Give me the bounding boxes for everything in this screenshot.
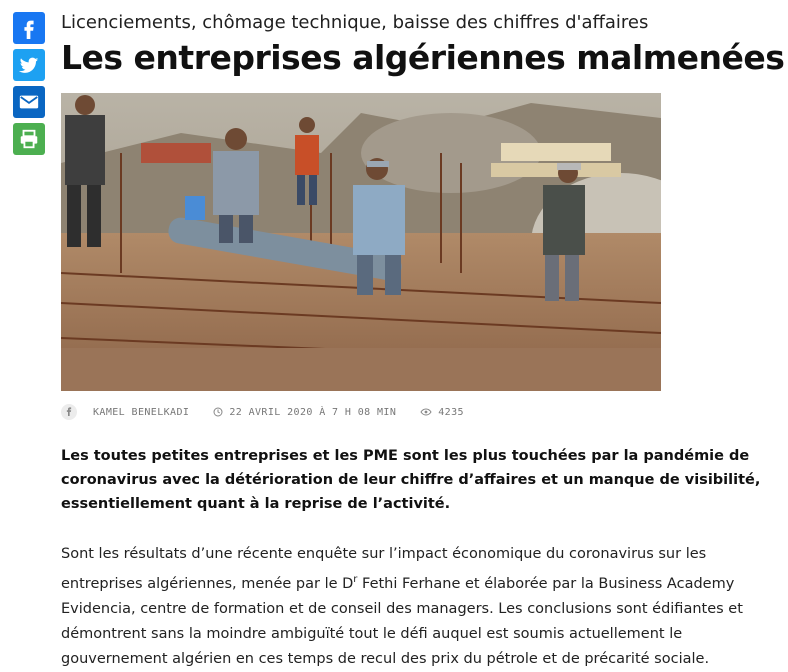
article-hero-image xyxy=(61,93,661,391)
print-button[interactable] xyxy=(13,123,45,155)
email-icon xyxy=(18,91,40,113)
view-count xyxy=(420,407,464,418)
title-abbreviation-superscript: r xyxy=(353,574,358,585)
eye-icon xyxy=(420,408,432,416)
share-email-button[interactable] xyxy=(13,86,45,118)
body-text-before: Sont les résultats d’une récente enquête sur l’impact économique du coronavirus sur les entreprises algériennes, menée par le D xyxy=(61,546,707,592)
print-icon xyxy=(18,128,40,150)
article-title: Les entreprises algériennes malmenées xyxy=(61,38,785,77)
article-meta xyxy=(61,403,464,421)
article-kicker: Licenciements, chômage technique, baisse des chiffres d'affaires xyxy=(61,12,649,33)
twitter-icon xyxy=(18,54,40,76)
author-name[interactable]: KAMEL BENELKADI xyxy=(93,406,190,418)
share-twitter-button[interactable] xyxy=(13,49,45,81)
publish-date-text: 22 AVRIL 2020 À 7 H 08 MIN xyxy=(229,406,397,418)
facebook-icon xyxy=(65,406,73,419)
author-facebook-link[interactable] xyxy=(61,404,77,420)
facebook-icon xyxy=(18,17,40,39)
publish-date xyxy=(213,407,396,418)
clock-icon xyxy=(213,407,223,417)
view-count-text: 4235 xyxy=(438,406,464,418)
body-text-after: Fethi Ferhane et élaborée par la Business Academy Evidencia, centre de formation et de conseil des managers. Les conclusions sont édifiantes et démontrent sans la moindre ambiguïté tout le défi auquel est soumis actuellement le gouvernement algérien en ces temps de recul des prix du pétrole et de précarité sociale. xyxy=(61,575,743,667)
article-lead: Les toutes petites entreprises et les PME sont les plus touchées par la pandémie de coronavirus avec la détérioration de leur chiffre d’affaires et un manque de visibilité, essentiellement quant à la reprise de l’activité. xyxy=(61,448,761,512)
share-bar xyxy=(13,12,45,160)
article-body-paragraph xyxy=(61,542,777,672)
share-facebook-button[interactable] xyxy=(13,12,45,44)
